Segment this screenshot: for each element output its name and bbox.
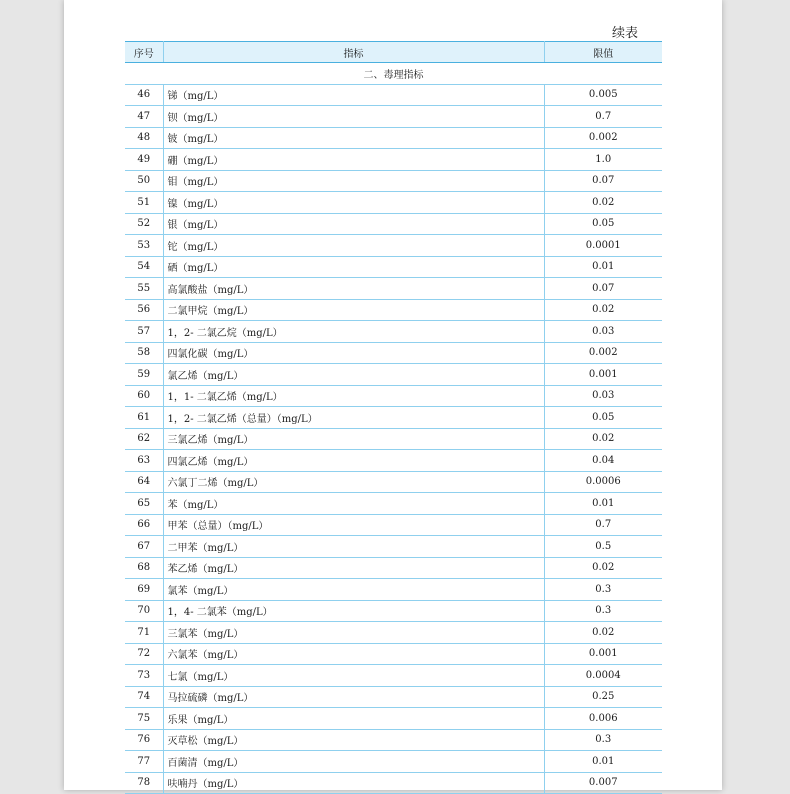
table-row — [125, 428, 662, 450]
indicator-name: 甲苯（总量）（mg/L） — [163, 514, 544, 536]
indicator-name: 六氯丁二烯（mg/L） — [163, 471, 544, 493]
row-number: 65 — [125, 493, 163, 515]
limit-value: 0.02 — [544, 557, 662, 579]
row-number: 77 — [125, 751, 163, 773]
limit-value: 0.02 — [544, 192, 662, 214]
row-number: 78 — [125, 772, 163, 794]
row-number: 53 — [125, 235, 163, 257]
limit-value: 0.25 — [544, 686, 662, 708]
row-number: 55 — [125, 278, 163, 300]
table-row — [125, 729, 662, 751]
indicator-name: 马拉硫磷（mg/L） — [163, 686, 544, 708]
indicator-name: 硒（mg/L） — [163, 256, 544, 278]
indicator-name: 四氯乙烯（mg/L） — [163, 450, 544, 472]
table-row — [125, 385, 662, 407]
limit-value: 0.0006 — [544, 471, 662, 493]
row-number: 73 — [125, 665, 163, 687]
indicator-name: 苯（mg/L） — [163, 493, 544, 515]
limit-value: 1.0 — [544, 149, 662, 171]
table-row — [125, 235, 662, 257]
table-row — [125, 471, 662, 493]
row-number: 72 — [125, 643, 163, 665]
limit-value: 0.02 — [544, 299, 662, 321]
table-row — [125, 299, 662, 321]
indicator-name: 氯苯（mg/L） — [163, 579, 544, 601]
indicator-name: 呋喃丹（mg/L） — [163, 772, 544, 794]
table-row — [125, 665, 662, 687]
limit-value: 0.05 — [544, 213, 662, 235]
limit-value: 0.0001 — [544, 235, 662, 257]
indicator-name: 铍（mg/L） — [163, 127, 544, 149]
row-number: 57 — [125, 321, 163, 343]
continued-label: 续表 — [612, 26, 639, 41]
indicator-name: 镍（mg/L） — [163, 192, 544, 214]
limit-value: 0.7 — [544, 106, 662, 128]
table-row — [125, 772, 662, 794]
row-number: 71 — [125, 622, 163, 644]
table-row — [125, 213, 662, 235]
limit-value: 0.04 — [544, 450, 662, 472]
limit-value: 0.005 — [544, 84, 662, 106]
indicator-name: 百菌清（mg/L） — [163, 751, 544, 773]
limit-value: 0.0004 — [544, 665, 662, 687]
table-row — [125, 170, 662, 192]
table-row — [125, 514, 662, 536]
table-row — [125, 493, 662, 515]
header-limit: 限值 — [544, 42, 662, 63]
indicator-name: 二氯甲烷（mg/L） — [163, 299, 544, 321]
indicator-name: 钡（mg/L） — [163, 106, 544, 128]
table-row — [125, 579, 662, 601]
limit-value: 0.7 — [544, 514, 662, 536]
table-row — [125, 149, 662, 171]
row-number: 49 — [125, 149, 163, 171]
table-row — [125, 342, 662, 364]
row-number: 50 — [125, 170, 163, 192]
section-row — [125, 63, 662, 85]
row-number: 66 — [125, 514, 163, 536]
indicator-table — [125, 41, 662, 794]
limit-value: 0.3 — [544, 729, 662, 751]
section-title: 二、毒理指标 — [125, 63, 662, 85]
table-row — [125, 321, 662, 343]
row-number: 63 — [125, 450, 163, 472]
row-number: 61 — [125, 407, 163, 429]
limit-value: 0.3 — [544, 579, 662, 601]
limit-value: 0.03 — [544, 385, 662, 407]
row-number: 46 — [125, 84, 163, 106]
row-number: 56 — [125, 299, 163, 321]
limit-value: 0.03 — [544, 321, 662, 343]
row-number: 69 — [125, 579, 163, 601]
limit-value: 0.01 — [544, 493, 662, 515]
row-number: 51 — [125, 192, 163, 214]
table-row — [125, 127, 662, 149]
indicator-name: 1，2- 二氯乙烷（mg/L） — [163, 321, 544, 343]
indicator-name: 1，1- 二氯乙烯（mg/L） — [163, 385, 544, 407]
table-row — [125, 708, 662, 730]
limit-value: 0.02 — [544, 428, 662, 450]
indicator-name: 钼（mg/L） — [163, 170, 544, 192]
row-number: 67 — [125, 536, 163, 558]
table-row — [125, 751, 662, 773]
limit-value: 0.001 — [544, 364, 662, 386]
indicator-name: 铊（mg/L） — [163, 235, 544, 257]
indicator-name: 乐果（mg/L） — [163, 708, 544, 730]
table-row — [125, 192, 662, 214]
table-row — [125, 643, 662, 665]
limit-value: 0.01 — [544, 751, 662, 773]
row-number: 70 — [125, 600, 163, 622]
indicator-name: 灭草松（mg/L） — [163, 729, 544, 751]
row-number: 75 — [125, 708, 163, 730]
header-no: 序号 — [125, 42, 163, 63]
limit-value: 0.07 — [544, 170, 662, 192]
table-row — [125, 278, 662, 300]
row-number: 58 — [125, 342, 163, 364]
indicator-name: 四氯化碳（mg/L） — [163, 342, 544, 364]
table-header-row — [125, 42, 662, 63]
table-row — [125, 622, 662, 644]
row-number: 64 — [125, 471, 163, 493]
limit-value: 0.002 — [544, 127, 662, 149]
indicator-name: 锑（mg/L） — [163, 84, 544, 106]
indicator-name: 二甲苯（mg/L） — [163, 536, 544, 558]
table-row — [125, 557, 662, 579]
limit-value: 0.5 — [544, 536, 662, 558]
row-number: 62 — [125, 428, 163, 450]
table-row — [125, 256, 662, 278]
limit-value: 0.006 — [544, 708, 662, 730]
table-row — [125, 686, 662, 708]
row-number: 47 — [125, 106, 163, 128]
indicator-name: 1，4- 二氯苯（mg/L） — [163, 600, 544, 622]
table-row — [125, 450, 662, 472]
row-number: 74 — [125, 686, 163, 708]
row-number: 60 — [125, 385, 163, 407]
table-row — [125, 407, 662, 429]
indicator-name: 氯乙烯（mg/L） — [163, 364, 544, 386]
indicator-name: 高氯酸盐（mg/L） — [163, 278, 544, 300]
indicator-name: 硼（mg/L） — [163, 149, 544, 171]
table-row — [125, 536, 662, 558]
row-number: 68 — [125, 557, 163, 579]
table-row — [125, 106, 662, 128]
limit-value: 0.01 — [544, 256, 662, 278]
table-row — [125, 364, 662, 386]
limit-value: 0.007 — [544, 772, 662, 794]
limit-value: 0.07 — [544, 278, 662, 300]
header-indicator: 指标 — [163, 42, 544, 63]
limit-value: 0.05 — [544, 407, 662, 429]
indicator-name: 银（mg/L） — [163, 213, 544, 235]
table-row — [125, 84, 662, 106]
indicator-name: 1，2- 二氯乙烯（总量）（mg/L） — [163, 407, 544, 429]
table-row — [125, 600, 662, 622]
limit-value: 0.001 — [544, 643, 662, 665]
indicator-name: 三氯苯（mg/L） — [163, 622, 544, 644]
row-number: 52 — [125, 213, 163, 235]
row-number: 59 — [125, 364, 163, 386]
limit-value: 0.002 — [544, 342, 662, 364]
indicator-name: 六氯苯（mg/L） — [163, 643, 544, 665]
indicator-name: 七氯（mg/L） — [163, 665, 544, 687]
row-number: 76 — [125, 729, 163, 751]
row-number: 54 — [125, 256, 163, 278]
indicator-name: 三氯乙烯（mg/L） — [163, 428, 544, 450]
indicator-name: 苯乙烯（mg/L） — [163, 557, 544, 579]
limit-value: 0.02 — [544, 622, 662, 644]
row-number: 48 — [125, 127, 163, 149]
limit-value: 0.3 — [544, 600, 662, 622]
document-page — [64, 0, 722, 790]
